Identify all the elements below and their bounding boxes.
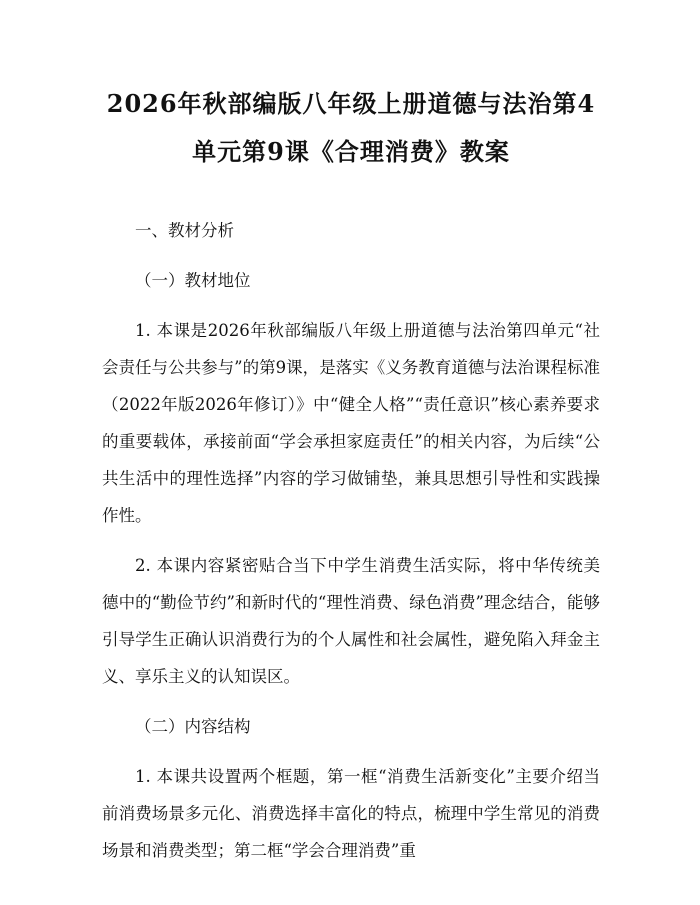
document-title [102, 0, 600, 176]
section-heading-textbook-analysis: 一、教材分析 [135, 221, 234, 240]
paragraph-position-2: 2. 本课内容紧密贴合当下中学生消费生活实际，将中华传统美德中的“勤俭节约”和新时代的“理性消费、绿色消费”理念结合，能够引导学生正确认识消费行为的个人属性和社会属性，避免陷入拜金主义、享乐主义的认知误区。 [102, 556, 600, 686]
subsection-heading-structure: （二）内容结构 [135, 717, 251, 736]
title-line-2: 单元第9课《合理消费》教案 [192, 137, 510, 166]
title-line-1: 2026年秋部编版八年级上册道德与法治第4 [106, 89, 596, 118]
paragraph-structure-1: 1. 本课共设置两个框题，第一框“消费生活新变化”主要介绍当前消费场景多元化、消费选择丰富化的特点，梳理中学生常见的消费场景和消费类型；第二框“学会合理消费”重 [102, 767, 600, 860]
paragraph-position-1: 1. 本课是2026年秋部编版八年级上册道德与法治第四单元“社会责任与公共参与”的第9课，是落实《义务教育道德与法治课程标准（2022年版2026年修订）》中“健全人格”“责任意识”核心素养要求的重要载体，承接前面“学会承担家庭责任”的相关内容，为后续“公共生活中的理性选择”内容的学习做铺垫，兼具思想引导性和实践操作性。 [102, 321, 600, 525]
subsection-heading-position: （一）教材地位 [135, 271, 251, 290]
